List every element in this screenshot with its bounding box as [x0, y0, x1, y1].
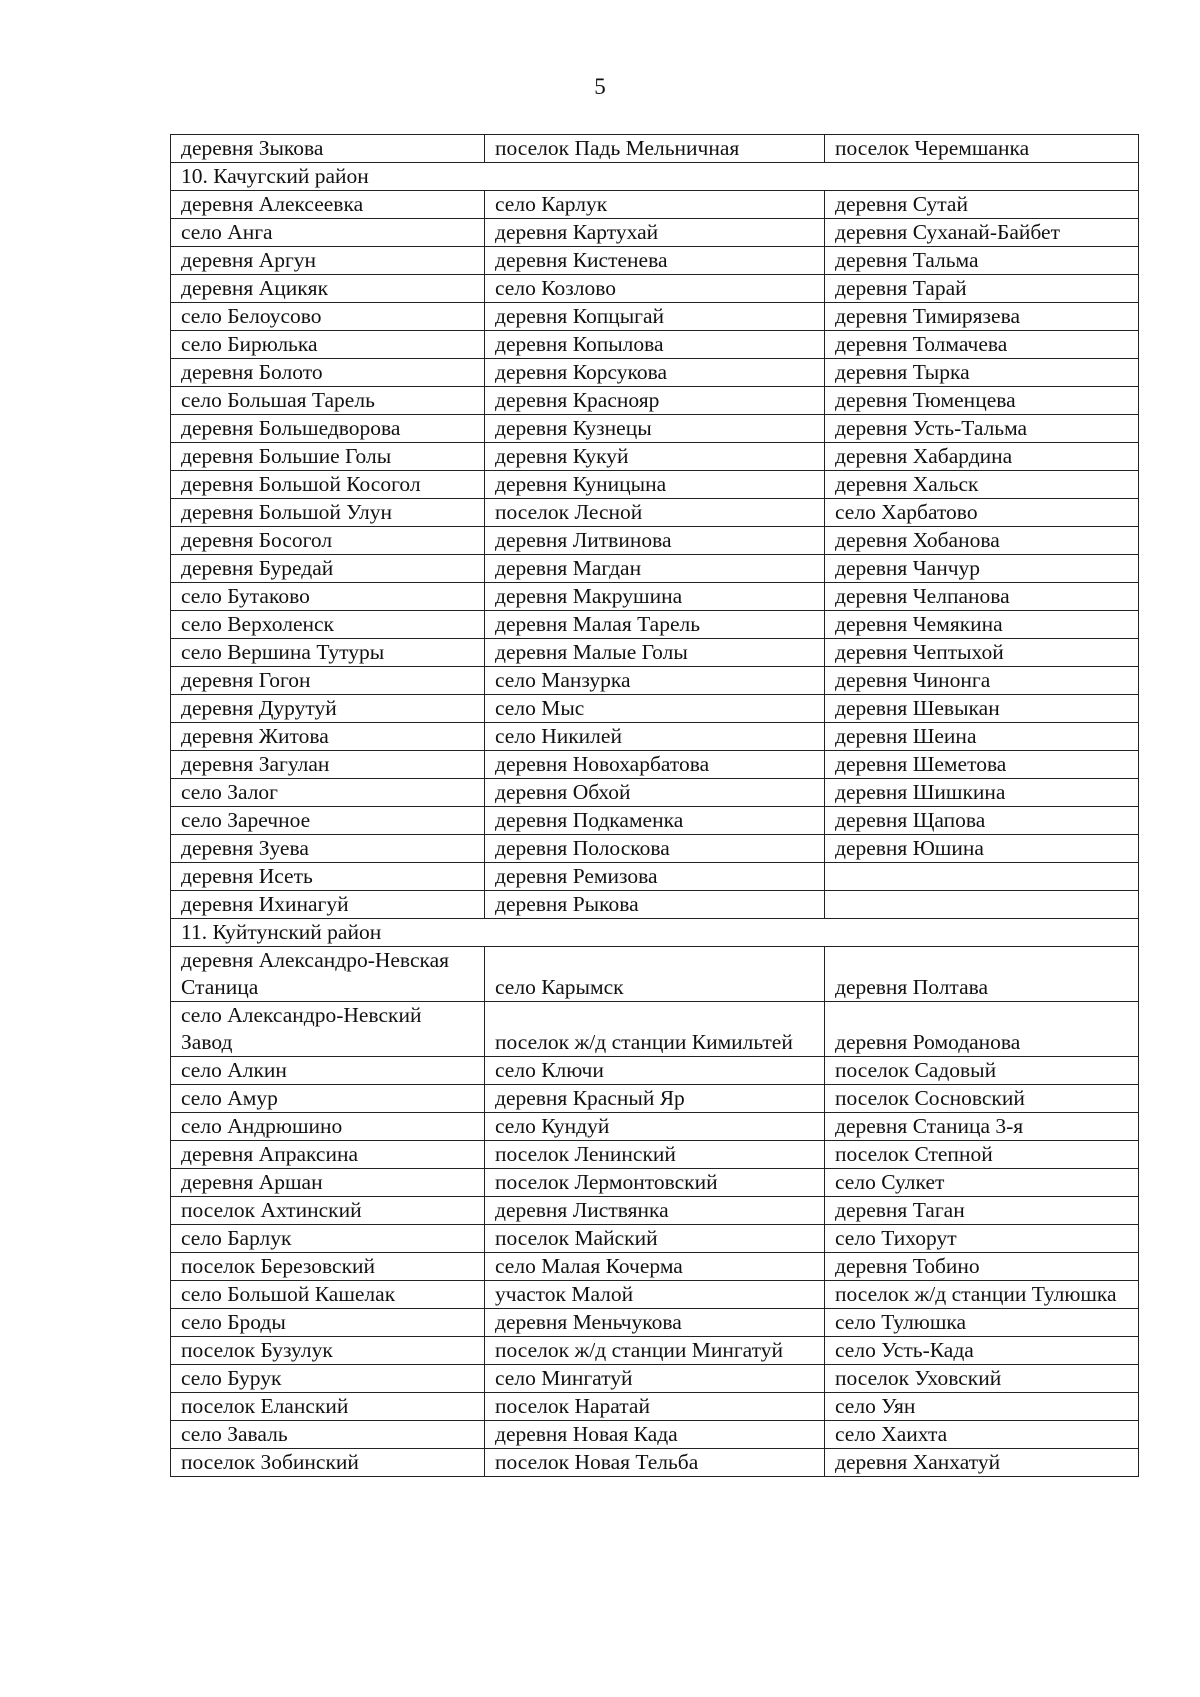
table-row: [171, 415, 1139, 443]
settlement-cell: деревня Чемякина: [825, 611, 1139, 639]
settlement-cell: село Ключи: [485, 1057, 825, 1085]
settlement-cell: село Тихорут: [825, 1225, 1139, 1253]
settlement-cell: деревня Картухай: [485, 219, 825, 247]
settlement-cell: поселок Садовый: [825, 1057, 1139, 1085]
settlement-cell: деревня Рыкова: [485, 891, 825, 919]
table-row: [171, 695, 1139, 723]
settlement-cell: село Карымск: [485, 947, 825, 1002]
settlement-cell: деревня Полоскова: [485, 835, 825, 863]
district-title: 10. Качугский район: [171, 163, 1139, 191]
settlement-cell: деревня Исеть: [171, 863, 485, 891]
table-row: [171, 863, 1139, 891]
settlement-cell: поселок Ахтинский: [171, 1197, 485, 1225]
settlement-cell: [825, 863, 1139, 891]
settlement-cell: деревня Тобино: [825, 1253, 1139, 1281]
settlement-cell: деревня Зуева: [171, 835, 485, 863]
table-row: [171, 611, 1139, 639]
settlement-cell: участок Малой: [485, 1281, 825, 1309]
table-row: [171, 947, 1139, 1002]
settlement-cell: село Харбатово: [825, 499, 1139, 527]
settlement-cell: деревня Чинонга: [825, 667, 1139, 695]
settlement-cell: поселок Березовский: [171, 1253, 485, 1281]
settlement-cell: деревня Полтава: [825, 947, 1139, 1002]
settlement-cell: деревня Листвянка: [485, 1197, 825, 1225]
settlement-cell: деревня Куницына: [485, 471, 825, 499]
settlement-cell: село Белоусово: [171, 303, 485, 331]
table-row: [171, 1169, 1139, 1197]
settlement-cell: село Малая Кочерма: [485, 1253, 825, 1281]
settlement-cell: деревня Шишкина: [825, 779, 1139, 807]
settlement-cell: село Бурук: [171, 1365, 485, 1393]
settlement-cell: деревня Большой Косогол: [171, 471, 485, 499]
settlement-cell: деревня Буредай: [171, 555, 485, 583]
settlement-cell: деревня Ихинагуй: [171, 891, 485, 919]
table-row: [171, 639, 1139, 667]
settlement-cell: деревня Литвинова: [485, 527, 825, 555]
settlement-cell: деревня Чанчур: [825, 555, 1139, 583]
settlement-cell: село Усть-Када: [825, 1337, 1139, 1365]
settlement-cell: село Хаихта: [825, 1421, 1139, 1449]
settlement-cell: поселок Сосновский: [825, 1085, 1139, 1113]
district-title: 11. Куйтунский район: [171, 919, 1139, 947]
table-row: [171, 1085, 1139, 1113]
table-row: [171, 1113, 1139, 1141]
settlement-cell: деревня Шевыкан: [825, 695, 1139, 723]
table-row: [171, 1449, 1139, 1477]
table-row: [171, 891, 1139, 919]
settlement-cell: село Бутаково: [171, 583, 485, 611]
table-row: [171, 1309, 1139, 1337]
settlement-cell: деревня Хабардина: [825, 443, 1139, 471]
settlement-cell: поселок Зобинский: [171, 1449, 485, 1477]
table-row: [171, 1002, 1139, 1057]
table-row: [171, 275, 1139, 303]
settlement-cell: поселок Еланский: [171, 1393, 485, 1421]
settlement-cell: село Алкин: [171, 1057, 485, 1085]
settlement-cell: село Залог: [171, 779, 485, 807]
settlement-cell: деревня Аршан: [171, 1169, 485, 1197]
settlement-cell: деревня Болото: [171, 359, 485, 387]
settlement-cell: деревня Александро-Невская Станица: [171, 947, 485, 1002]
section-header-row: [171, 919, 1139, 947]
settlement-cell: село Уян: [825, 1393, 1139, 1421]
settlement-cell: деревня Копылова: [485, 331, 825, 359]
table-row: [171, 779, 1139, 807]
settlement-cell: село Сулкет: [825, 1169, 1139, 1197]
settlement-cell: деревня Большой Улун: [171, 499, 485, 527]
settlement-cell: село Карлук: [485, 191, 825, 219]
settlement-cell: деревня Челпанова: [825, 583, 1139, 611]
settlement-cell: поселок ж/д станции Кимильтей: [485, 1002, 825, 1057]
table-row: [171, 1393, 1139, 1421]
table-row: [171, 499, 1139, 527]
settlement-cell: деревня Красный Яр: [485, 1085, 825, 1113]
settlement-cell: село Козлово: [485, 275, 825, 303]
settlement-cell: поселок Падь Мельничная: [485, 135, 825, 163]
settlement-cell: село Манзурка: [485, 667, 825, 695]
settlement-cell: поселок Степной: [825, 1141, 1139, 1169]
table-row: [171, 387, 1139, 415]
settlement-cell: деревня Житова: [171, 723, 485, 751]
section-header-row: [171, 163, 1139, 191]
settlement-cell: поселок Черемшанка: [825, 135, 1139, 163]
settlement-cell: деревня Большие Голы: [171, 443, 485, 471]
settlement-cell: деревня Подкаменка: [485, 807, 825, 835]
settlement-cell: поселок Лесной: [485, 499, 825, 527]
settlement-cell: село Бирюлька: [171, 331, 485, 359]
settlement-cell: поселок Новая Тельба: [485, 1449, 825, 1477]
settlements-table-body: [171, 135, 1139, 1477]
settlement-cell: поселок Ленинский: [485, 1141, 825, 1169]
settlement-cell: село Мингатуй: [485, 1365, 825, 1393]
table-row: [171, 1141, 1139, 1169]
settlement-cell: село Заваль: [171, 1421, 485, 1449]
settlement-cell: поселок Майский: [485, 1225, 825, 1253]
settlement-cell: поселок Бузулук: [171, 1337, 485, 1365]
settlement-cell: деревня Зыкова: [171, 135, 485, 163]
settlement-cell: деревня Щапова: [825, 807, 1139, 835]
settlement-cell: деревня Большедворова: [171, 415, 485, 443]
settlement-cell: село Заречное: [171, 807, 485, 835]
table-row: [171, 1197, 1139, 1225]
settlement-cell: деревня Шеина: [825, 723, 1139, 751]
settlement-cell: село Никилей: [485, 723, 825, 751]
settlement-cell: деревня Усть-Тальма: [825, 415, 1139, 443]
settlement-cell: деревня Кузнецы: [485, 415, 825, 443]
settlement-cell: поселок ж/д станции Мингатуй: [485, 1337, 825, 1365]
settlement-cell: деревня Апраксина: [171, 1141, 485, 1169]
settlement-cell: деревня Краснояр: [485, 387, 825, 415]
settlement-cell: село Амур: [171, 1085, 485, 1113]
settlement-cell: деревня Меньчукова: [485, 1309, 825, 1337]
settlement-cell: село Большой Кашелак: [171, 1281, 485, 1309]
settlement-cell: поселок Лермонтовский: [485, 1169, 825, 1197]
settlement-cell: деревня Гогон: [171, 667, 485, 695]
settlement-cell: деревня Таган: [825, 1197, 1139, 1225]
table-row: [171, 471, 1139, 499]
settlement-cell: поселок Наратай: [485, 1393, 825, 1421]
table-row: [171, 667, 1139, 695]
settlement-cell: деревня Толмачева: [825, 331, 1139, 359]
table-row: [171, 1421, 1139, 1449]
settlement-cell: деревня Ремизова: [485, 863, 825, 891]
table-row: [171, 583, 1139, 611]
table-row: [171, 751, 1139, 779]
settlement-cell: деревня Тырка: [825, 359, 1139, 387]
settlement-cell: поселок Уховский: [825, 1365, 1139, 1393]
settlement-cell: деревня Суханай-Байбет: [825, 219, 1139, 247]
settlement-cell: село Мыс: [485, 695, 825, 723]
settlement-cell: деревня Малая Тарель: [485, 611, 825, 639]
settlement-cell: деревня Кукуй: [485, 443, 825, 471]
settlement-cell: село Анга: [171, 219, 485, 247]
table-row: [171, 135, 1139, 163]
settlement-cell: деревня Кистенева: [485, 247, 825, 275]
settlement-cell: деревня Новая Када: [485, 1421, 825, 1449]
settlement-cell: село Вершина Тутуры: [171, 639, 485, 667]
settlement-cell: деревня Тюменцева: [825, 387, 1139, 415]
settlement-cell: деревня Станица 3-я: [825, 1113, 1139, 1141]
settlement-cell: село Барлук: [171, 1225, 485, 1253]
settlement-cell: деревня Хобанова: [825, 527, 1139, 555]
table-row: [171, 191, 1139, 219]
settlement-cell: деревня Тальма: [825, 247, 1139, 275]
table-row: [171, 1057, 1139, 1085]
table-row: [171, 247, 1139, 275]
settlement-cell: деревня Ацикяк: [171, 275, 485, 303]
settlement-cell: деревня Новохарбатова: [485, 751, 825, 779]
settlement-cell: село Верхоленск: [171, 611, 485, 639]
table-row: [171, 835, 1139, 863]
table-row: [171, 303, 1139, 331]
settlement-cell: деревня Магдан: [485, 555, 825, 583]
table-row: [171, 443, 1139, 471]
settlement-cell: деревня Малые Голы: [485, 639, 825, 667]
settlement-cell: [825, 891, 1139, 919]
settlement-cell: деревня Хальск: [825, 471, 1139, 499]
settlement-cell: поселок ж/д станции Тулюшка: [825, 1281, 1139, 1309]
settlement-cell: село Тулюшка: [825, 1309, 1139, 1337]
settlement-cell: деревня Корсукова: [485, 359, 825, 387]
settlements-table: [170, 134, 1139, 1477]
table-row: [171, 1337, 1139, 1365]
table-row: [171, 1253, 1139, 1281]
settlement-cell: деревня Макрушина: [485, 583, 825, 611]
page-number: 5: [594, 74, 606, 99]
settlement-cell: деревня Обхой: [485, 779, 825, 807]
settlement-cell: деревня Чептыхой: [825, 639, 1139, 667]
table-row: [171, 807, 1139, 835]
settlement-cell: деревня Аргун: [171, 247, 485, 275]
table-row: [171, 1365, 1139, 1393]
settlement-cell: село Кундуй: [485, 1113, 825, 1141]
settlement-cell: село Броды: [171, 1309, 485, 1337]
table-row: [171, 331, 1139, 359]
settlement-cell: село Андрюшино: [171, 1113, 485, 1141]
settlement-cell: деревня Ромоданова: [825, 1002, 1139, 1057]
settlement-cell: деревня Босогол: [171, 527, 485, 555]
settlement-cell: деревня Загулан: [171, 751, 485, 779]
table-row: [171, 219, 1139, 247]
settlement-cell: деревня Тарай: [825, 275, 1139, 303]
settlement-cell: деревня Ханхатуй: [825, 1449, 1139, 1477]
table-row: [171, 527, 1139, 555]
table-row: [171, 723, 1139, 751]
settlement-cell: село Александро-Невский Завод: [171, 1002, 485, 1057]
table-row: [171, 1225, 1139, 1253]
settlement-cell: деревня Тимирязева: [825, 303, 1139, 331]
settlement-cell: деревня Дурутуй: [171, 695, 485, 723]
table-row: [171, 359, 1139, 387]
table-row: [171, 555, 1139, 583]
settlement-cell: деревня Шеметова: [825, 751, 1139, 779]
settlement-cell: деревня Юшина: [825, 835, 1139, 863]
settlement-cell: деревня Копцыгай: [485, 303, 825, 331]
settlement-cell: деревня Алексеевка: [171, 191, 485, 219]
settlement-cell: село Большая Тарель: [171, 387, 485, 415]
settlement-cell: деревня Сутай: [825, 191, 1139, 219]
table-row: [171, 1281, 1139, 1309]
